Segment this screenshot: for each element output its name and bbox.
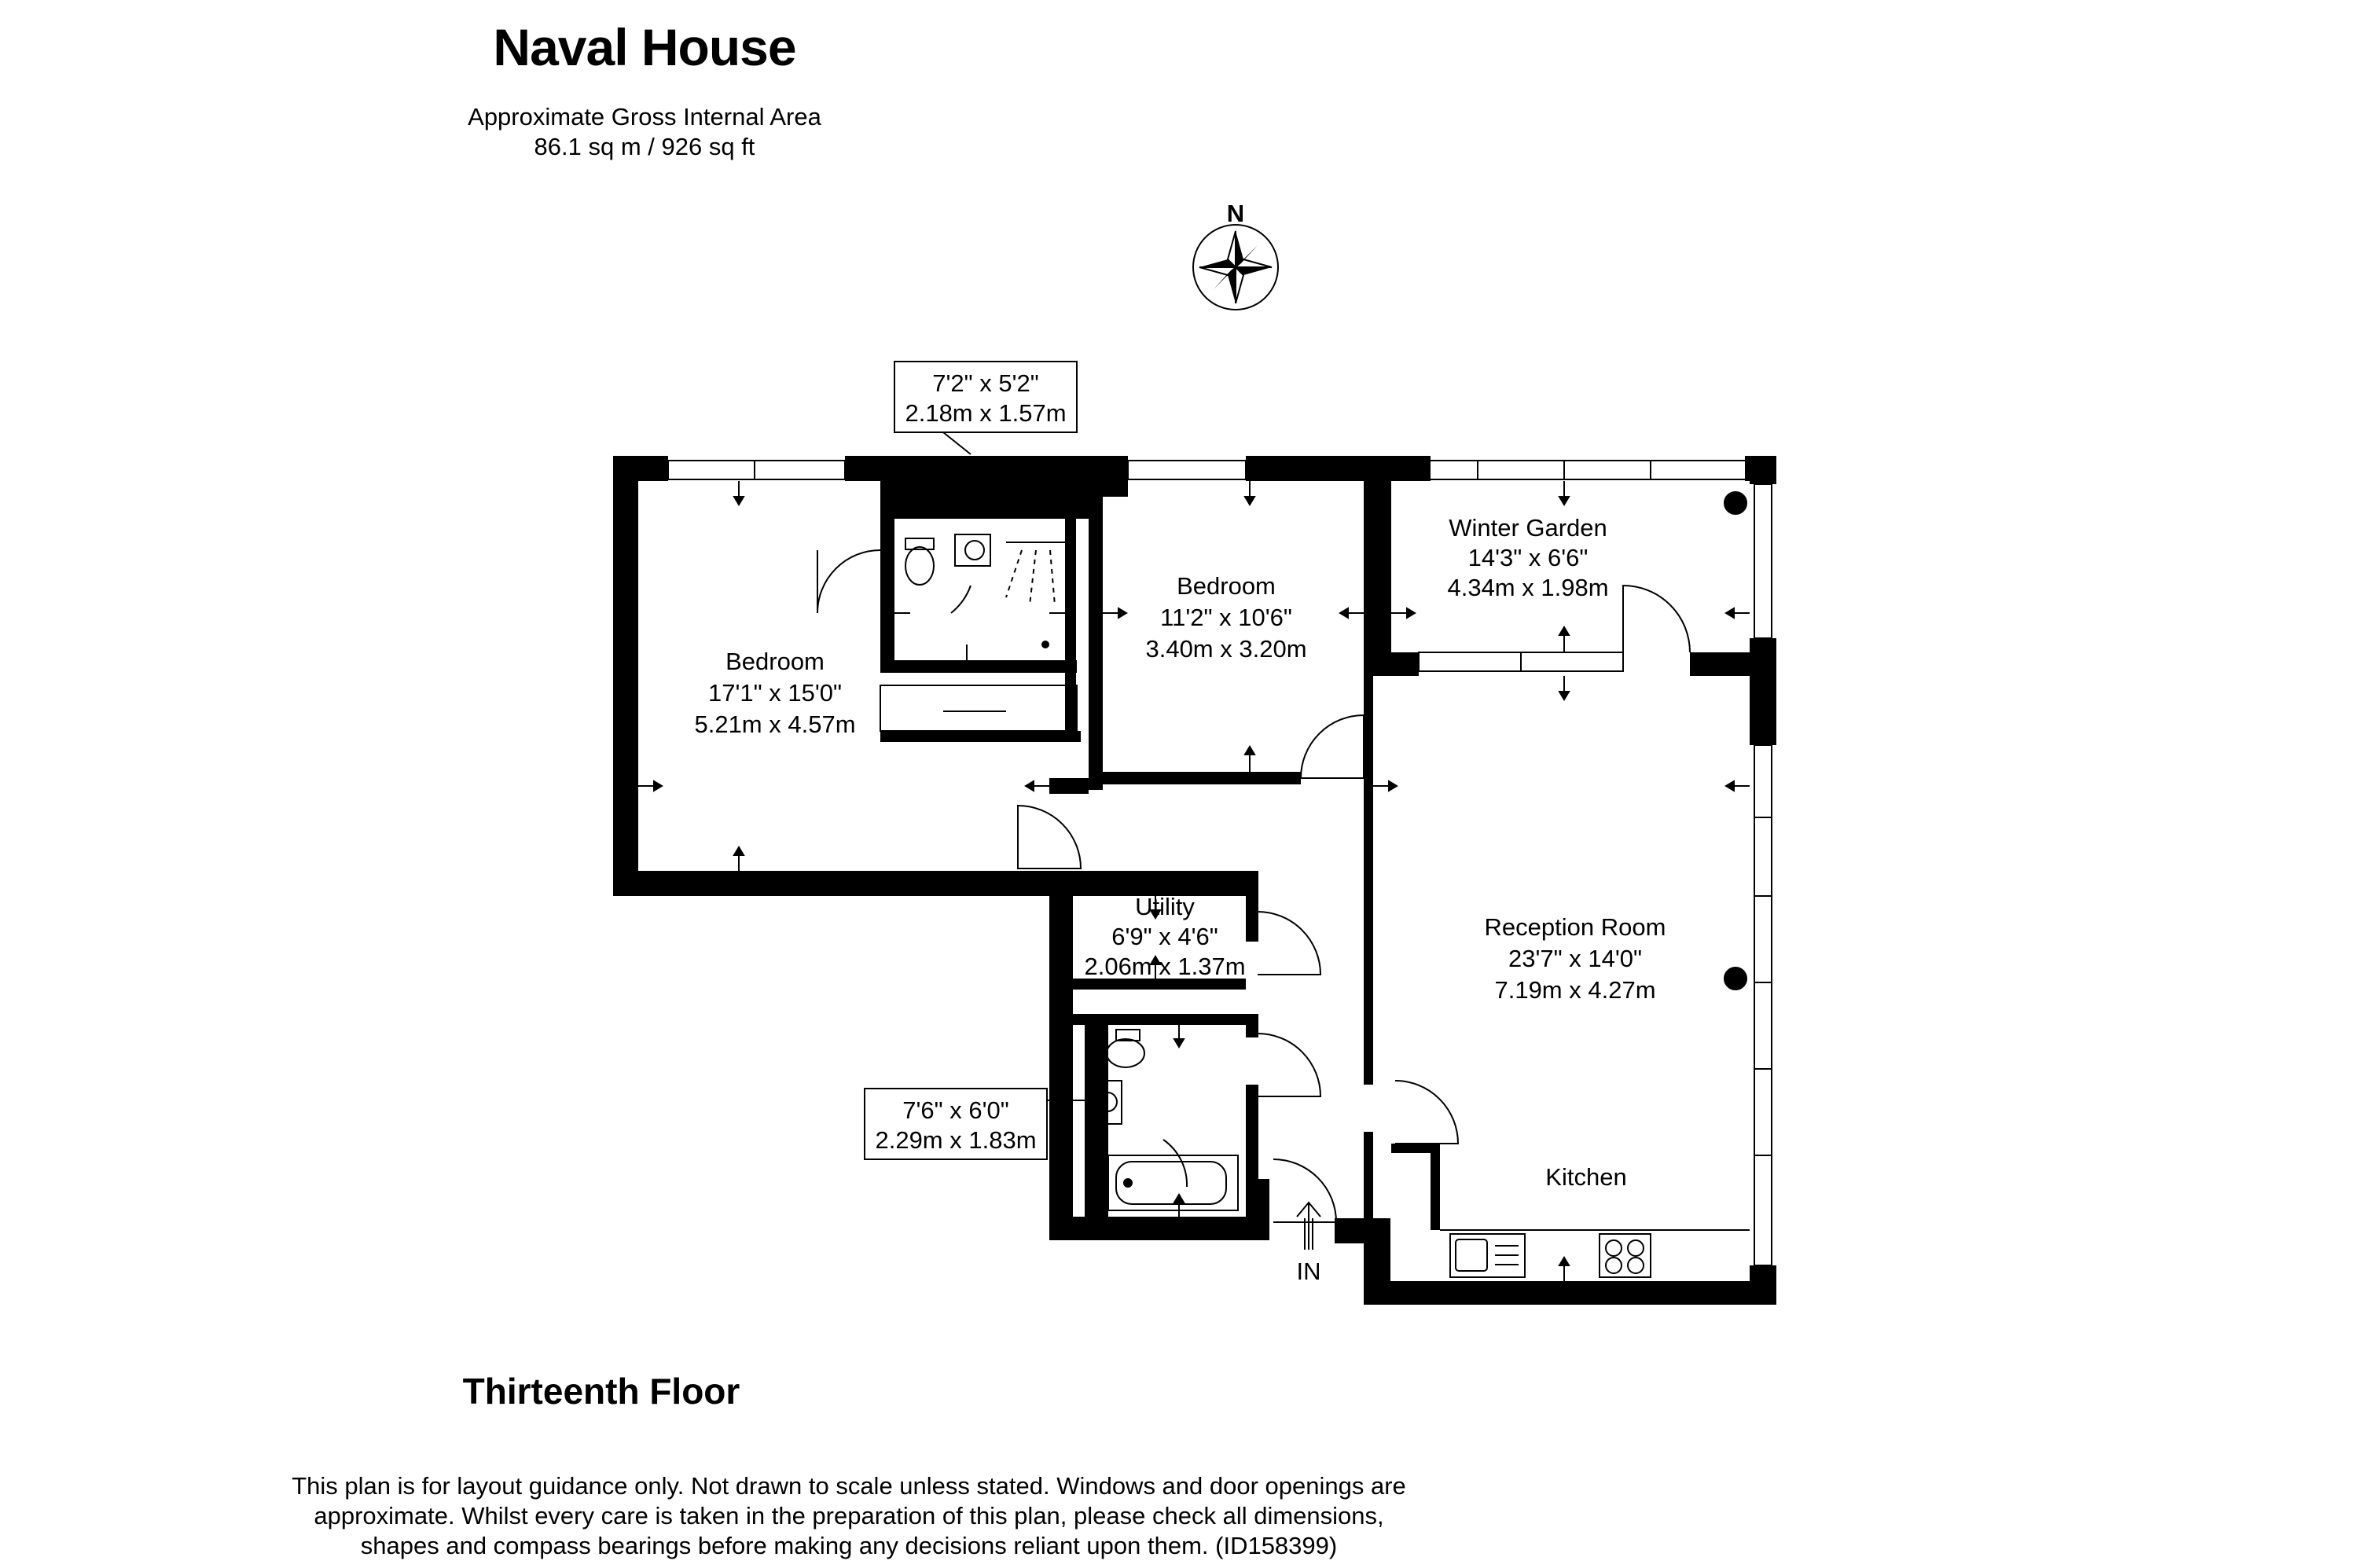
room-name: Utility bbox=[1135, 893, 1195, 920]
shower-icon bbox=[1006, 542, 1065, 648]
gross-area-heading: Approximate Gross Internal Area bbox=[468, 103, 821, 130]
room-bedroom-2 bbox=[1145, 572, 1306, 663]
compass-north-label: N bbox=[1226, 200, 1245, 227]
room-name: Reception Room bbox=[1484, 913, 1666, 941]
room-kitchen: Kitchen bbox=[1545, 1163, 1627, 1191]
room-metric: 2.06m x 1.37m bbox=[1084, 953, 1246, 980]
disclaimer-line: shapes and compass bearings before making any decisions reliant upon them. (ID158399) bbox=[360, 1532, 1338, 1559]
room-reception bbox=[1485, 913, 1666, 1004]
column-icon bbox=[1724, 492, 1746, 514]
gross-area-value: 86.1 sq m / 926 sq ft bbox=[534, 133, 755, 160]
floor-label: Thirteenth Floor bbox=[462, 1371, 740, 1412]
en-suite-basin-icon bbox=[955, 534, 990, 566]
room-metric: 3.40m x 3.20m bbox=[1145, 635, 1307, 663]
room-imperial: 14'3" x 6'6" bbox=[1467, 544, 1589, 571]
room-imperial: 17'1" x 15'0" bbox=[707, 679, 843, 707]
entrance-label: IN bbox=[1296, 1258, 1321, 1285]
room-imperial: 6'9" x 4'6" bbox=[1111, 923, 1218, 950]
disclaimer bbox=[0, 1471, 1698, 1561]
plan-title: Naval House bbox=[493, 18, 796, 76]
entrance-arrow-icon bbox=[1297, 1203, 1320, 1250]
bathroom-toilet-icon bbox=[1107, 1030, 1144, 1067]
callout-en-suite-imperial: 7'2" x 5'2" bbox=[932, 369, 1039, 397]
room-bedroom-1 bbox=[694, 648, 855, 738]
wardrobe-icon bbox=[880, 685, 1077, 731]
room-imperial: 11'2" x 10'6" bbox=[1160, 604, 1292, 631]
callout-en-suite-metric: 2.18m x 1.57m bbox=[905, 399, 1067, 427]
room-name: Winter Garden bbox=[1449, 514, 1607, 542]
room-name: Bedroom bbox=[725, 648, 825, 675]
room-metric: 7.19m x 4.27m bbox=[1494, 976, 1656, 1004]
sink-icon bbox=[1450, 1234, 1525, 1277]
callout-en-suite bbox=[894, 362, 1077, 454]
room-utility bbox=[1084, 893, 1245, 980]
room-metric: 4.34m x 1.98m bbox=[1447, 574, 1609, 601]
bath-icon bbox=[1108, 1155, 1238, 1210]
room-name: Bedroom bbox=[1177, 572, 1276, 600]
column-icon bbox=[1724, 968, 1746, 990]
en-suite-toilet-icon bbox=[905, 538, 934, 585]
callout-bathroom-metric: 2.29m x 1.83m bbox=[875, 1126, 1037, 1154]
room-metric: 5.21m x 4.57m bbox=[694, 711, 856, 738]
callout-bathroom-imperial: 7'6" x 6'0" bbox=[902, 1096, 1009, 1124]
disclaimer-line: approximate. Whilst every care is taken in the preparation of this plan, please check all dimensions, bbox=[314, 1502, 1384, 1529]
compass-icon bbox=[1193, 200, 1278, 310]
hob-icon bbox=[1600, 1234, 1651, 1277]
room-imperial: 23'7" x 14'0" bbox=[1508, 945, 1643, 972]
room-winter-garden bbox=[1447, 514, 1608, 601]
disclaimer-line: This plan is for layout guidance only. Not drawn to scale unless stated. Windows and door openings are bbox=[292, 1472, 1406, 1500]
